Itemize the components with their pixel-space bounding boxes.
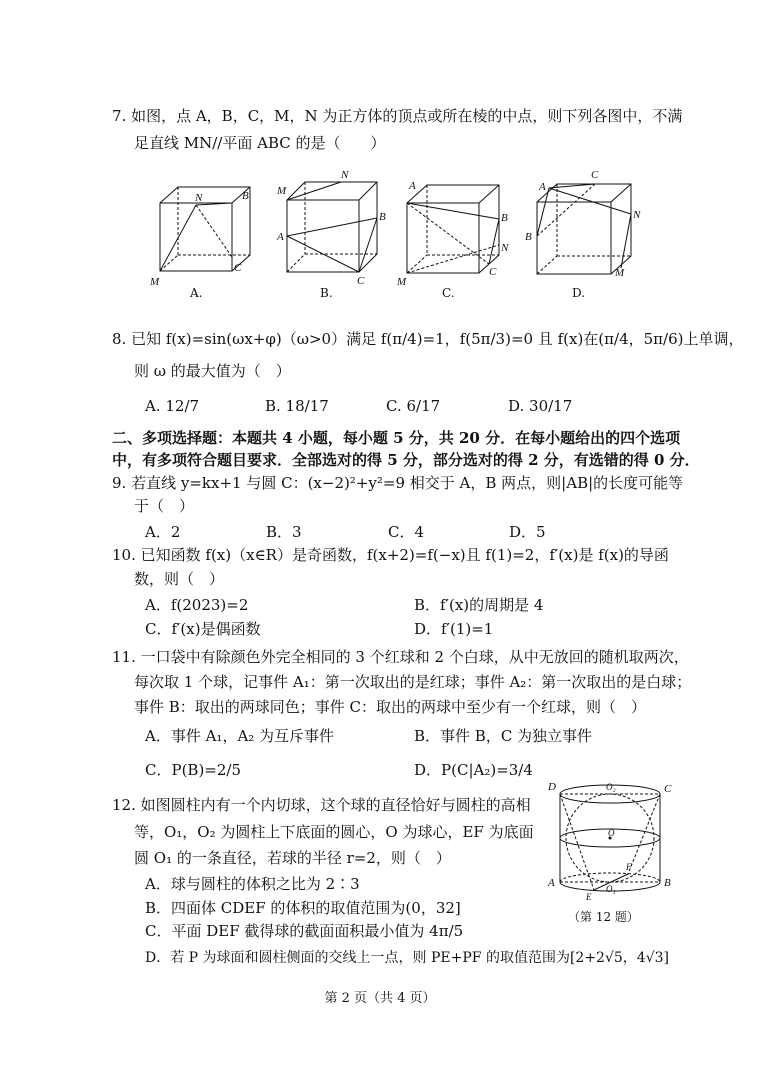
q8-line2: 则 ω 的最大值为（ ） bbox=[134, 362, 291, 380]
q7-figure-a bbox=[150, 175, 260, 290]
svg-text:A: A bbox=[548, 877, 555, 889]
q8-option-d: D. 30/17 bbox=[508, 397, 573, 415]
svg-text:B: B bbox=[379, 211, 386, 223]
svg-text:C: C bbox=[357, 275, 365, 287]
q8-option-a: A. 12/7 bbox=[145, 397, 200, 415]
svg-text:C: C bbox=[489, 266, 497, 278]
q7-line2: 足直线 MN//平面 ABC 的是（ ） bbox=[134, 134, 386, 152]
svg-text:B: B bbox=[242, 190, 249, 202]
svg-text:O₁: O₁ bbox=[606, 884, 616, 894]
q11-line2: 每次取 1 个球，记事件 A₁：第一次取出的是红球；事件 A₂：第一次取出的是白球； bbox=[134, 673, 692, 691]
svg-text:A: A bbox=[409, 180, 416, 192]
q9-option-d: D．5 bbox=[509, 523, 546, 541]
q7-figure-c bbox=[395, 175, 515, 290]
q7-line1: 7. 如图，点 A，B，C，M，N 为正方体的顶点或所在棱的中点，则下列各图中，不满 bbox=[112, 107, 683, 125]
svg-text:C: C bbox=[234, 262, 242, 274]
q9-option-b: B．3 bbox=[266, 523, 302, 541]
section2-line2: 中，有多项符合题目要求．全部选对的得 5 分，部分选对的得 2 分，有选错的得 0 分． bbox=[112, 451, 700, 469]
svg-text:M: M bbox=[397, 276, 407, 288]
svg-text:A: A bbox=[539, 181, 546, 193]
svg-text:O: O bbox=[608, 828, 615, 838]
q12-line3: 圆 O₁ 的一条直径，若球的半径 r=2，则（ ） bbox=[134, 849, 451, 867]
q12-option-d: D．若 P 为球面和圆柱侧面的交线上一点，则 PE+PF 的取值范围为[2+2√5，4√3] bbox=[145, 950, 669, 966]
q10-option-b: B．f′(x)的周期是 4 bbox=[414, 596, 544, 614]
q11-option-a: A．事件 A₁，A₂ 为互斥事件 bbox=[145, 727, 335, 745]
q8-option-c: C. 6/17 bbox=[386, 397, 441, 415]
q12-option-a: A．球与圆柱的体积之比为 2∶3 bbox=[145, 875, 360, 893]
q10-line2: 数，则（ ） bbox=[134, 570, 225, 588]
svg-text:B: B bbox=[525, 231, 532, 243]
q12-line1: 12. 如图圆柱内有一个内切球，这个球的直径恰好与圆柱的高相 bbox=[112, 796, 531, 814]
svg-text:F: F bbox=[626, 862, 632, 872]
q7-label-d: D. bbox=[572, 286, 586, 300]
q10-line1: 10. 已知函数 f(x)（x∈R）是奇函数，f(x+2)=f(−x)且 f(1)=2，f′(x)是 f(x)的导函 bbox=[112, 546, 669, 564]
q12-option-c: C．平面 DEF 截得球的截面面积最小值为 4π/5 bbox=[145, 922, 464, 940]
svg-text:N: N bbox=[633, 209, 641, 221]
q12-line2: 等，O₁，O₂ 为圆柱上下底面的圆心，O 为球心，EF 为底面 bbox=[134, 823, 534, 841]
svg-text:M: M bbox=[277, 185, 287, 197]
q11-option-d: D．P(C|A₂)=3/4 bbox=[414, 761, 533, 779]
q11-line3: 事件 B：取出的两球同色；事件 C：取出的两球中至少有一个红球，则（ ） bbox=[134, 698, 647, 716]
q12-caption: （第 12 题） bbox=[568, 910, 639, 924]
svg-text:B: B bbox=[664, 877, 671, 889]
svg-text:N: N bbox=[341, 169, 349, 181]
svg-text:M: M bbox=[150, 276, 160, 288]
q8-line1: 8. 已知 f(x)=sin(ωx+φ)（ω>0）满足 f(π/4)=1，f(5π/3)=0 且 f(x)在(π/4，5π/6)上单调， bbox=[112, 330, 744, 348]
q9-option-a: A．2 bbox=[145, 523, 181, 541]
q7-figure-b bbox=[275, 168, 390, 288]
page-footer: 第 2 页（共 4 页） bbox=[324, 991, 436, 1006]
q7-label-c: C. bbox=[442, 286, 455, 300]
q7-label-a: A. bbox=[190, 286, 203, 300]
q8-option-b: B. 18/17 bbox=[265, 397, 329, 415]
svg-text:E: E bbox=[586, 892, 592, 902]
svg-text:C: C bbox=[664, 783, 672, 795]
q9-option-c: C．4 bbox=[388, 523, 425, 541]
q9-line1: 9. 若直线 y=kx+1 与圆 C：(x−2)²+y²=9 相交于 A，B 两点，则|AB|的长度可能等 bbox=[112, 474, 684, 492]
svg-text:A: A bbox=[277, 231, 284, 243]
svg-text:M: M bbox=[615, 267, 625, 279]
q10-option-a: A．f(2023)=2 bbox=[145, 596, 249, 614]
section2-line1: 二、多项选择题：本题共 4 小题，每小题 5 分，共 20 分．在每小题给出的四个选项 bbox=[112, 429, 681, 447]
q11-option-b: B．事件 B，C 为独立事件 bbox=[414, 727, 593, 745]
svg-text:O₂: O₂ bbox=[606, 782, 616, 792]
q9-line2: 于（ ） bbox=[134, 497, 195, 515]
q11-option-c: C．P(B)=2/5 bbox=[145, 761, 242, 779]
q7-label-b: B. bbox=[320, 286, 333, 300]
svg-text:B: B bbox=[501, 212, 508, 224]
svg-text:N: N bbox=[195, 192, 203, 204]
q7-figure-d bbox=[525, 168, 650, 288]
q11-line1: 11. 一口袋中有除颜色外完全相同的 3 个红球和 2 个白球，从中无放回的随机取两次， bbox=[112, 648, 689, 666]
svg-text:D: D bbox=[548, 781, 556, 793]
svg-text:C: C bbox=[591, 169, 599, 181]
q10-option-c: C．f′(x)是偶函数 bbox=[145, 620, 261, 638]
q12-cylinder-figure bbox=[548, 778, 678, 908]
svg-text:N: N bbox=[501, 242, 509, 254]
q12-option-b: B．四面体 CDEF 的体积的取值范围为(0，32] bbox=[145, 899, 461, 917]
q10-option-d: D．f′(1)=1 bbox=[414, 620, 494, 638]
